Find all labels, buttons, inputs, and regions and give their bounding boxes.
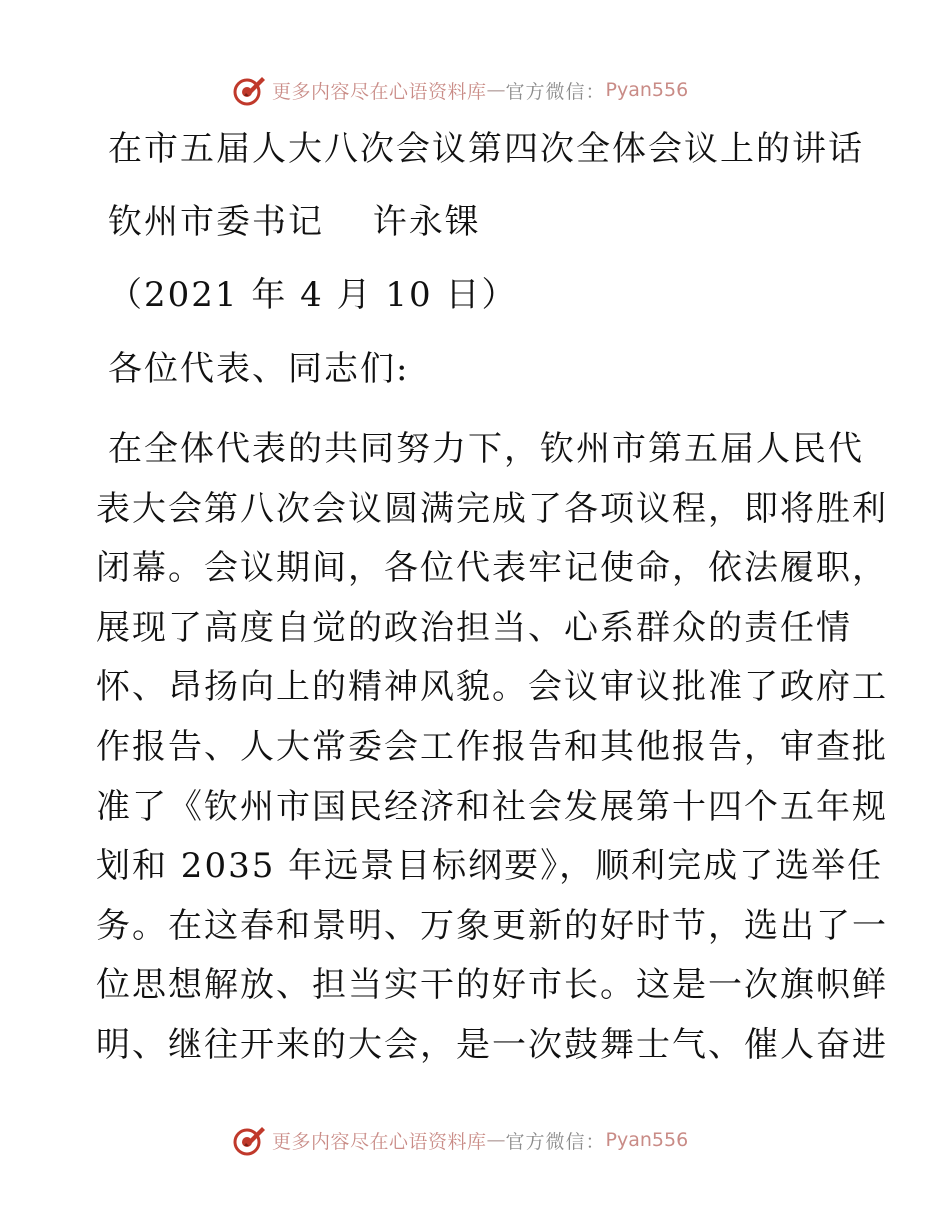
body-line: 在全体代表的共同努力下，钦州市第五届人民代 <box>108 429 864 469</box>
watermark-wechat-id: Pyan556 <box>605 79 689 101</box>
body-line: 展现了高度自觉的政治担当、心系群众的责任情 <box>96 607 852 648</box>
watermark-official-label: 官方微信： <box>505 1130 606 1153</box>
watermark-wechat-id: Pyan556 <box>605 1129 689 1151</box>
watermark-footer <box>232 1122 688 1158</box>
document-greeting: 各位代表、同志们: <box>108 349 410 389</box>
watermark-header <box>232 72 688 108</box>
body-line: 闭幕。会议期间，各位代表牢记使命，依法履职， <box>96 548 888 589</box>
body-line: 位思想解放、担当实干的好市长。这是一次旗帜鲜 <box>96 965 888 1006</box>
body-line: 怀、昂扬向上的精神风貌。会议审议批准了政府工 <box>96 667 888 708</box>
document-author: 钦州市委书记 许永锞 <box>108 202 481 242</box>
body-line: 作报告、人大常委会工作报告和其他报告，审查批 <box>96 726 888 767</box>
body-line: 划和 2035 年远景目标纲要》，顺利完成了选举任 <box>96 846 884 887</box>
document-body <box>96 420 888 1076</box>
watermark-dash: — <box>486 79 506 101</box>
document-title: 在市五届人大八次会议第四次全体会议上的讲话 <box>108 129 864 169</box>
document-date: （2021 年 4 月 10 日） <box>108 275 518 315</box>
body-line: 表大会第八次会议圆满完成了各项议程，即将胜利 <box>96 488 888 529</box>
watermark-official-label: 官方微信： <box>505 80 606 103</box>
pen-logo-icon <box>232 73 266 107</box>
watermark-text: 更多内容尽在心语资料库 <box>272 80 487 103</box>
pen-logo-icon <box>232 1123 266 1157</box>
body-line: 明、继往开来的大会，是一次鼓舞士气、催人奋进 <box>96 1024 888 1065</box>
body-line: 务。在这春和景明、万象更新的好时节，选出了一 <box>96 905 888 946</box>
watermark-dash: — <box>486 1129 506 1151</box>
watermark-text: 更多内容尽在心语资料库 <box>272 1130 487 1153</box>
body-line: 准了《钦州市国民经济和社会发展第十四个五年规 <box>96 786 888 827</box>
